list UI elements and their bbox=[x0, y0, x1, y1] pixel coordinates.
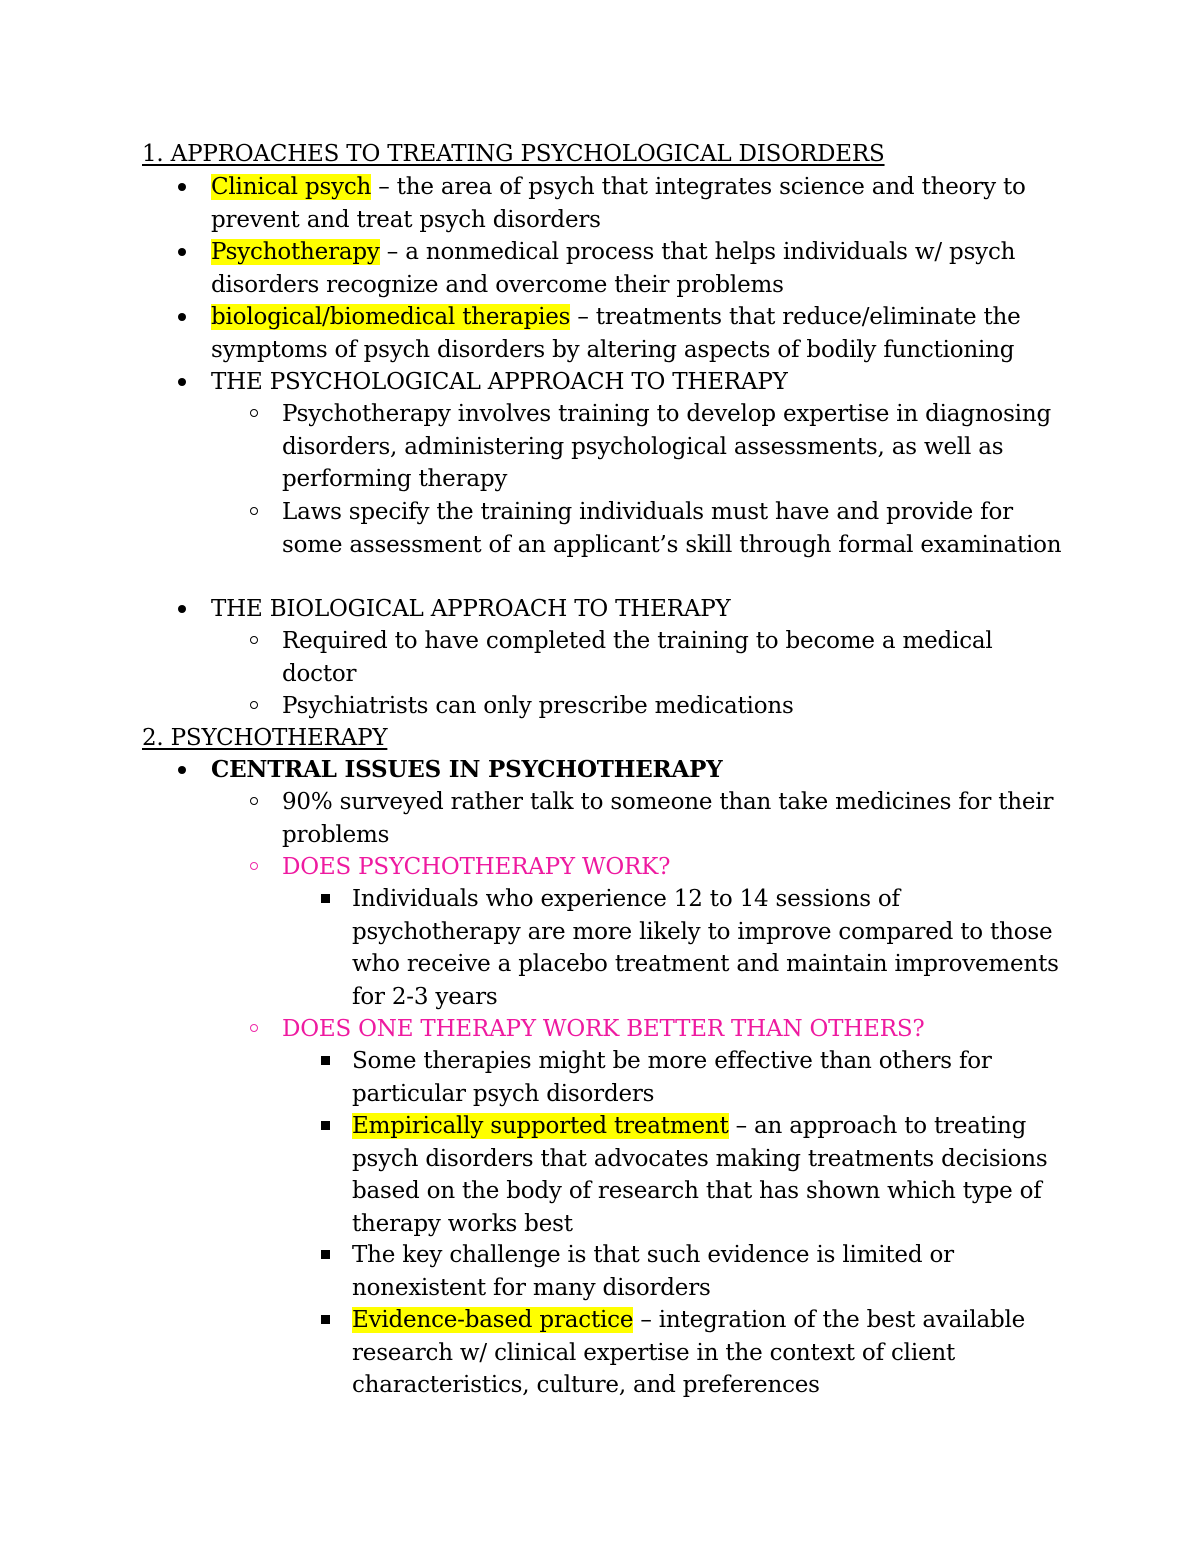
square-bullet-icon bbox=[321, 1315, 330, 1324]
list-item-psychological-approach bbox=[211, 366, 1051, 399]
psychological-approach-title: THE PSYCHOLOGICAL APPROACH TO THERAPY bbox=[211, 369, 788, 395]
detail-item-empirically-supported bbox=[352, 1110, 1072, 1240]
sub-item-text: Laws specify the training individuals must have and provide for some assessment of an applicant’s skill through formal examination bbox=[282, 499, 1062, 558]
circle-bullet-icon bbox=[250, 507, 258, 515]
detail-item-sessions bbox=[352, 883, 1072, 1013]
disc-bullet-icon bbox=[178, 313, 186, 321]
term-empirically-supported-treatment: Empirically supported treatment bbox=[352, 1113, 729, 1139]
circle-bullet-icon bbox=[250, 701, 258, 709]
square-bullet-icon bbox=[321, 1121, 330, 1130]
term-evidence-based-practice: Evidence-based practice bbox=[352, 1307, 634, 1333]
square-bullet-icon bbox=[321, 1056, 330, 1065]
definition-clinical-psych: – the area of psych that integrates science and theory to prevent and treat psych disorders bbox=[211, 174, 1026, 233]
question-text: DOES ONE THERAPY WORK BETTER THAN OTHERS? bbox=[282, 1016, 925, 1042]
term-biological-therapies: biological/biomedical therapies bbox=[211, 304, 571, 330]
biological-approach-title: THE BIOLOGICAL APPROACH TO THERAPY bbox=[211, 596, 731, 622]
term-psychotherapy: Psychotherapy bbox=[211, 239, 380, 265]
sub-item-psychiatrists bbox=[282, 690, 1072, 723]
definition-psychotherapy: – a nonmedical process that helps individuals w/ psych disorders recognize and overcome their problems bbox=[211, 239, 1016, 298]
definition-biological-therapies: – treatments that reduce/eliminate the symptoms of psych disorders by altering aspects of bodily functioning bbox=[211, 304, 1021, 363]
detail-item-evidence-based bbox=[352, 1304, 1072, 1402]
square-bullet-icon bbox=[321, 1250, 330, 1259]
list-item-central-issues bbox=[211, 754, 1051, 787]
sub-item-text: Psychotherapy involves training to develop expertise in diagnosing disorders, administering psychological assessments, as well as performing therapy bbox=[282, 401, 1051, 493]
sub-item-training bbox=[282, 398, 1072, 496]
circle-bullet-icon bbox=[250, 797, 258, 805]
detail-text: Individuals who experience 12 to 14 sessions of psychotherapy are more likely to improve compared to those who receive a placebo treatment and maintain improvements for 2-3 years bbox=[352, 886, 1059, 1010]
list-item-psychotherapy bbox=[211, 236, 1051, 301]
disc-bullet-icon bbox=[178, 605, 186, 613]
definition-evidence-based-practice: – integration of the best available research w/ clinical expertise in the context of client characteristics, culture, and preferences bbox=[352, 1307, 1026, 1399]
detail-text: Some therapies might be more effective than others for particular psych disorders bbox=[352, 1048, 992, 1107]
sub-item-text: 90% surveyed rather talk to someone than take medicines for their problems bbox=[282, 789, 1054, 848]
disc-bullet-icon bbox=[178, 766, 186, 774]
sub-item-laws bbox=[282, 496, 1072, 561]
detail-text: The key challenge is that such evidence is limited or nonexistent for many disorders bbox=[352, 1242, 954, 1301]
list-item-biological-therapies bbox=[211, 301, 1051, 366]
sub-item-text: Required to have completed the training to become a medical doctor bbox=[282, 628, 993, 687]
circle-bullet-icon bbox=[250, 409, 258, 417]
section-1-heading: 1. APPROACHES TO TREATING PSYCHOLOGICAL DISORDERS bbox=[142, 141, 885, 167]
detail-item-key-challenge bbox=[352, 1239, 1072, 1304]
term-clinical-psych: Clinical psych bbox=[211, 174, 372, 200]
central-issues-title: CENTRAL ISSUES IN PSYCHOTHERAPY bbox=[211, 756, 723, 783]
circle-bullet-icon bbox=[250, 1024, 258, 1032]
list-item-clinical-psych bbox=[211, 171, 1051, 236]
disc-bullet-icon bbox=[178, 183, 186, 191]
disc-bullet-icon bbox=[178, 248, 186, 256]
sub-item-medical-doctor bbox=[282, 625, 1072, 690]
circle-bullet-icon bbox=[250, 862, 258, 870]
definition-empirically-supported-treatment: – an approach to treating psych disorders that advocates making treatments decisions based on the body of research that has shown which type of therapy works best bbox=[352, 1113, 1048, 1237]
sub-item-text: Psychiatrists can only prescribe medications bbox=[282, 693, 794, 719]
detail-item-some-therapies bbox=[352, 1045, 1072, 1110]
square-bullet-icon bbox=[321, 894, 330, 903]
circle-bullet-icon bbox=[250, 636, 258, 644]
question-text: DOES PSYCHOTHERAPY WORK? bbox=[282, 854, 671, 880]
list-item-biological-approach bbox=[211, 593, 1051, 626]
disc-bullet-icon bbox=[178, 378, 186, 386]
question-therapy-better bbox=[282, 1013, 1072, 1046]
sub-item-survey bbox=[282, 786, 1072, 851]
section-2-heading: 2. PSYCHOTHERAPY bbox=[142, 725, 388, 751]
question-psychotherapy-work bbox=[282, 851, 1072, 884]
